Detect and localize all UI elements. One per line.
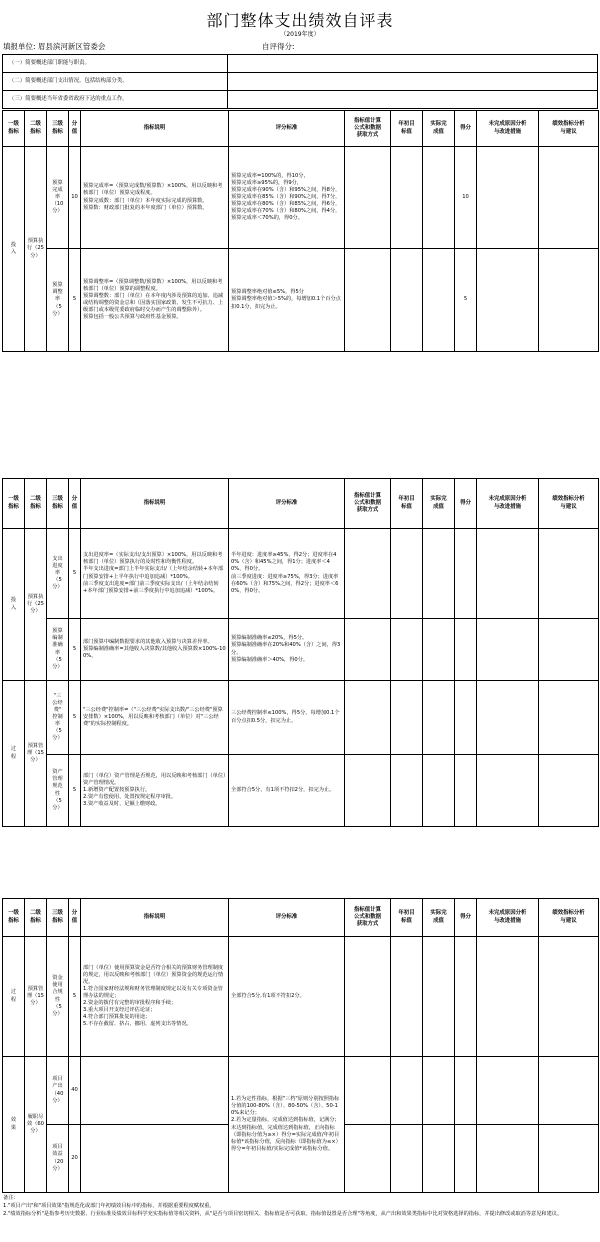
score-cell: 20 (69, 1125, 81, 1193)
description-cell: 部门（单位）资产管理是否规范，用以反映和考核部门（单位）资产管理情况。 1.新增资产配置按预算执行。 2.资产有偿使用、处置按规定程序审批。 3.资产收益及时、足额上缴财政。 (81, 755, 229, 827)
header-level2: 二级 指标 (25, 111, 47, 147)
self-score-label: 自评得分: (262, 42, 295, 51)
description-cell: 部门（单位）使用预算资金是否符合相关的预算财务管理制度的规定，用以反映和考核部门（单位）预算资金的规范运行情况。 1.符合国家财经法规和财务管理制度规定以及有关专项资金管理办法的规定； 2.资金的拨付有完整的审批程序和手续； 3.重大项目开支经过评估论证； 4.符合部门预算批复的用途； 5.不存在截留、挤占、挪用、虚列支出等情况。 (81, 937, 229, 1057)
header-suggestion: 绩效指标分析 与建议 (539, 899, 599, 937)
level1-cell: 过 程 (3, 937, 25, 1057)
intro-table (2, 54, 598, 109)
header-actual: 实际完 成值 (423, 899, 455, 937)
header-analysis: 未完成原因分析 与改进措施 (477, 479, 539, 529)
header-suggestion: 绩效指标分析 与建议 (539, 111, 599, 147)
table-header-row (3, 899, 599, 937)
reporting-unit: 填报单位: 眉县滨河新区管委会 (3, 42, 106, 51)
description-cell: 预算调整率=（预算调整数/预算数）×100%，用以反映和考核部门（单位）预算的调整程度。 预算调整数：部门（单位）在本年度内涉及预算的追加、追减或结构调整的资金总和（因落实国家政策、发生不可抗力、上级部门或本级党委政府临时交办而产生的调整除外）。 预算包括一般公共预算与政府性基金预算。 (81, 249, 229, 352)
header-formula: 指标值计算 公式和数据 获取方式 (345, 899, 391, 937)
header-suggestion: 绩效指标分析 与建议 (539, 479, 599, 529)
header-description: 指标说明 (81, 899, 229, 937)
header-criteria: 评分标准 (229, 479, 345, 529)
header-got-score: 得分 (455, 111, 477, 147)
score-cell: 5 (69, 249, 81, 352)
table-row (3, 147, 599, 249)
table-row (3, 619, 599, 681)
table-row (3, 529, 599, 619)
level3-cell: 预算 编制 准确 率 （5 分） (47, 619, 69, 681)
table-row (3, 249, 599, 352)
level3-cell: 支出 进度 率 （5 分） (47, 529, 69, 619)
got-score-cell: 5 (455, 249, 477, 352)
header-got-score: 得分 (455, 479, 477, 529)
table-header-row (3, 479, 599, 529)
level3-cell: 预算 完成 率 （10 分） (47, 147, 69, 249)
criteria-cell: 预算调整率绝对值≤5%，得5分 预算调整率绝对值＞5%的，每增加0.1个百分点扣0.1分，扣完为止。 (229, 249, 345, 352)
header-score: 分 值 (69, 111, 81, 147)
got-score-cell: 10 (455, 147, 477, 249)
header-formula: 指标值计算 公式和数据 获取方式 (345, 479, 391, 529)
score-cell: 10 (69, 147, 81, 249)
header-got-score: 得分 (455, 899, 477, 937)
description-cell: "三公经费"控制率=（"三公经费"实际支出数/"三公经费"预算安排数）×100%，用以反映和考核部门（单位）对"三公经费"的实际控制程度。 (81, 681, 229, 755)
header-formula: 指标值计算 公式和数据 获取方式 (345, 111, 391, 147)
criteria-cell: 全部符合5分，有1项不符扣2分，扣完为止。 (229, 755, 345, 827)
table-row (3, 755, 599, 827)
criteria-cell: 预算完成率=100%的，得10分， 预算完成率≥95%的，得9分， 预算完成率在90%（含）和95%之间，得8分， 预算完成率在85%（含）和90%之间，得7分， 预算完成率在80%（含）和85%之间，得6分， 预算完成率在70%（含）和80%之间，得4分， 预算完成率＜70%的，得0分。 (229, 147, 345, 249)
indicator-table-2 (2, 478, 599, 827)
header-actual: 实际完 成值 (423, 479, 455, 529)
level3-cell: 资产 管理 规范 性 （5 分） (47, 755, 69, 827)
header-target: 年初目 标值 (391, 111, 423, 147)
header-level1: 一级 指标 (3, 111, 25, 147)
score-cell: 5 (69, 937, 81, 1057)
criteria-cell: 1.若为定性指标，根据"三档"原则分别按照指标分值的100-80%（含）、80-50%（含）、50-10%来记分； 2.若为定量指标，完成值达到指标值，记满分；未达到指标值，完成值达到指标值，正向指标（即指标分值为≥×）得分=实际完成值/年初目标值*该指标分值，反向指标（即指标值为≤×）得分=年初目标值/实际完成值*该指标分值。 (229, 1057, 345, 1193)
header-target: 年初目 标值 (391, 479, 423, 529)
header-score: 分 值 (69, 899, 81, 937)
page-title: 部门整体支出绩效自评表 (206, 11, 394, 30)
table-header-row (3, 111, 599, 147)
description-cell: 支出进度率=（实际支出/支出预算）×100%，用以反映和考核部门（单位）预算执行的及时性和均衡性程度。 半年支出进度=部门上半年实际支出/（上年结余结转+本年部门预算安排+上半年执行中追加追减）*100%。 前三季度支出进度=部门前三季度实际支出/（上年结余结转+本年部门预算安排+前三季度执行中追加追减）*100%。 (81, 529, 229, 619)
table-row (3, 937, 599, 1057)
criteria-cell: 预算编制准确率≤20%，得5分。 预算编制准确率在20%和40%（含）之间，得3分。 预算编制准确率＞40%，得0分。 (229, 619, 345, 681)
criteria-cell: 三公经费控制率≤100%，得5分，每增加0.1个百分点扣0.5分，扣完为止。 (229, 681, 345, 755)
level2-cell: 预算管 理（15 分） (25, 681, 47, 827)
level3-cell: 资金 使用 合规 性 （5 分） (47, 937, 69, 1057)
header-target: 年初目 标值 (391, 899, 423, 937)
intro-row: （一）简要概述部门职能与职责。 (3, 55, 228, 73)
header-description: 指标说明 (81, 111, 229, 147)
header-level2: 二级 指标 (25, 899, 47, 937)
description-cell: 预算完成率=（预算完成数/预算数）×100%，用以反映和考核部门（单位）预算完成程度。 预算完成数：部门（单位）本年度实际完成的预算数。 预算数：财政部门批复的本年度部门（单位）预算数。 (81, 147, 229, 249)
header-analysis: 未完成原因分析 与改进措施 (477, 111, 539, 147)
indicator-table-3 (2, 898, 599, 1193)
level2-cell: 预算管 理（15 分） (25, 937, 47, 1057)
level1-cell: 效 果 (3, 1057, 25, 1193)
header-level1: 一级 指标 (3, 479, 25, 529)
score-cell: 40 (69, 1057, 81, 1125)
header-level1: 一级 指标 (3, 899, 25, 937)
table-row (3, 681, 599, 755)
header-level3: 三级 指标 (47, 111, 69, 147)
score-cell: 5 (69, 529, 81, 619)
indicator-table-1 (2, 110, 599, 352)
header-level2: 二级 指标 (25, 479, 47, 529)
footnotes: 备注： 1."项目产出"和"项目效果"指规范化或部门年初绩效目标中的指标，并根据重要程度赋权重。 2."绩效指标分析"是指参考历史数据、行业标准及绩效目标科学充实指标值等相关资料，从"是否与项目密切相关、指标值是否可获取、指标值设置是否合理"等角度，从产出和效果类指标中比对资格选择的指标，并提出修改或取消等意见和建议。 (3, 1195, 563, 1217)
header-level3: 三级 指标 (47, 899, 69, 937)
table-row (3, 1057, 599, 1125)
header-score: 分 值 (69, 479, 81, 529)
score-cell: 5 (69, 755, 81, 827)
criteria-cell: 全部符合5分,有1项不符扣2分。 (229, 937, 345, 1057)
score-cell: 5 (69, 681, 81, 755)
level1-cell: 投 入 (3, 147, 25, 352)
intro-row: （二）简要概述部门支出情况，包括结构部分类。 (3, 73, 228, 91)
header-description: 指标说明 (81, 479, 229, 529)
header-analysis: 未完成原因分析 与改进措施 (477, 899, 539, 937)
score-cell: 5 (69, 619, 81, 681)
level2-cell: 预算执 行（25 分） (25, 529, 47, 681)
level1-cell: 投 入 (3, 529, 25, 681)
level3-cell: 预算 调整 率 （5 分） (47, 249, 69, 352)
level1-cell: 过 程 (3, 681, 25, 827)
header-actual: 实际完 成值 (423, 111, 455, 147)
header-level3: 三级 指标 (47, 479, 69, 529)
page-subtitle: （2019年度） (280, 31, 320, 38)
level3-cell: 项目 效益 （20 分） (47, 1125, 69, 1193)
header-criteria: 评分标准 (229, 111, 345, 147)
level2-cell: 预算执 行（25 分） (25, 147, 47, 352)
intro-row: （三）简要概述当年省委省政府下达的重点工作。 (3, 91, 228, 109)
header-criteria: 评分标准 (229, 899, 345, 937)
level2-cell: 履职尽 效（60 分） (25, 1057, 47, 1193)
criteria-cell: 半年进度：进度率≥45%，得2分；进度率在40%（含）和45%之间，得1分；进度率＜40%，得0分。 前三季度进度：进度率≥75%，得3分；进度率在60%（含）和75%之间，得2分；进度率＜60%，得0分。 (229, 529, 345, 619)
description-cell: 部门预算中编制数据要求的其他收入预算与决算差异率。 预算编制准确率=其他收入决算数/其他收入预算数×100%-100%。 (81, 619, 229, 681)
level3-cell: 项目 产出 （40 分） (47, 1057, 69, 1125)
level3-cell: "三 公经 费" 控制 率 （5 分） (47, 681, 69, 755)
